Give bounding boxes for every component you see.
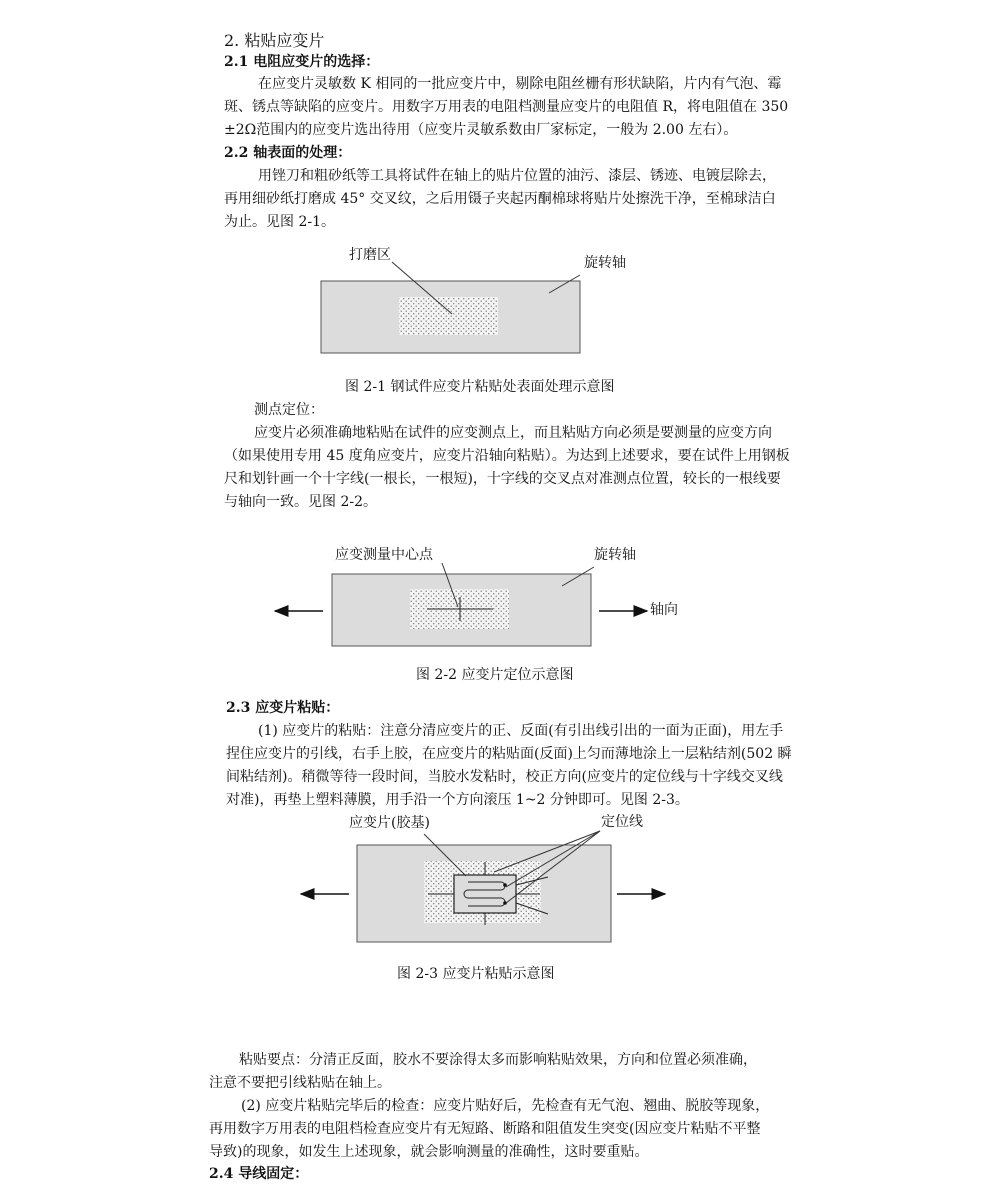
heading-2-1: 2.1 电阻应变片的选择： [224, 54, 380, 70]
strain-gauge [454, 875, 516, 913]
paragraph-line: 捏住应变片的引线，右手上胶，在应变片的粘贴面(反面)上匀而薄地涂上一层粘结剂(502 瞬 [226, 746, 792, 762]
heading-positioning: 测点定位： [254, 402, 324, 418]
paragraph-line: 对准)，再垫上塑料薄膜，用手沿一个方向滚压 1~2 分钟即可。见图 2-3。 [226, 792, 689, 808]
paragraph-line: (2) 应变片粘贴完毕后的检查：应变片贴好后，先检查有无气泡、翘曲、脱胶等现象， [241, 1098, 770, 1114]
figure-caption: 图 2-1 钢试件应变片粘贴处表面处理示意图 [345, 379, 615, 395]
paragraph-line: 尺和划针画一个十字线(一根长，一根短)，十字线的交叉点对准测点位置，较长的一根线要 [224, 471, 781, 487]
paragraph-line: (1) 应变片的粘贴：注意分清应变片的正、反面(有引出线引出的一面为正面)，用左手 [258, 723, 784, 739]
figure-caption: 图 2-2 应变片定位示意图 [416, 667, 574, 683]
paragraph-line: 为止。见图 2-1。 [224, 214, 335, 230]
paragraph-line: 在应变片灵敏数 K 相同的一批应变片中，剔除电阻丝栅有形状缺陷，片内有气泡、霉 [258, 76, 782, 92]
paragraph-line: 间粘结剂)。稍微等待一段时间，当胶水发粘时，校正方向(应变片的定位线与十字线交叉线 [226, 769, 783, 785]
figure-caption: 图 2-3 应变片粘贴示意图 [397, 966, 555, 982]
paragraph-line: 注意不要把引线粘贴在轴上。 [209, 1075, 391, 1091]
label-center-point: 应变测量中心点 [335, 547, 433, 563]
section-title: 2. 粘贴应变片 [224, 31, 325, 50]
paragraph-line: 粘贴要点：分清正反面，胶水不要涂得太多而影响粘贴效果，方向和位置必须准确， [239, 1052, 757, 1068]
heading-2-2: 2.2 轴表面的处理： [224, 145, 352, 161]
heading-2-4: 2.4 导线固定： [209, 1166, 309, 1182]
paragraph-line: 用锉刀和粗砂纸等工具将试件在轴上的贴片位置的油污、漆层、锈迹、电镀层除去， [258, 168, 776, 184]
heading-2-3: 2.3 应变片粘贴： [226, 700, 340, 716]
paragraph-line: ±2Ω范围内的应变片选出待用（应变片灵敏系数由厂家标定，一般为 2.00 左右）。 [224, 122, 738, 138]
paragraph-line: 斑、锈点等缺陷的应变片。用数字万用表的电阻档测量应变片的电阻值 R，将电阻值在 350 [224, 99, 789, 115]
paragraph-line: （如果使用专用 45 度角应变片，应变片沿轴向粘贴）。为达到上述要求，要在试件上用钢板 [224, 448, 790, 464]
label-axial: 轴向 [650, 602, 678, 618]
label-shaft: 旋转轴 [584, 255, 626, 271]
paragraph-line: 再用细砂纸打磨成 45° 交叉纹，之后用镊子夹起丙酮棉球将贴片处擦洗干净，至棉球洁白 [224, 191, 776, 207]
paragraph-line: 应变片必须准确地粘贴在试件的应变测点上，而且粘贴方向必须是要测量的应变方向 [254, 425, 772, 441]
paragraph-line: 再用数字万用表的电阻档检查应变片有无短路、断路和阻值发生突变(因应变片粘贴不平整 [209, 1121, 761, 1137]
label-grind-area: 打磨区 [349, 247, 391, 263]
paragraph-line: 与轴向一致。见图 2-2。 [224, 494, 377, 510]
label-shaft: 旋转轴 [594, 547, 636, 563]
paragraph-line: 导致)的现象，如发生上述现象，就会影响测量的准确性，这时要重贴。 [209, 1144, 649, 1160]
label-locating-lines: 定位线 [601, 814, 643, 830]
label-strain-gauge: 应变片(胶基) [349, 815, 430, 831]
